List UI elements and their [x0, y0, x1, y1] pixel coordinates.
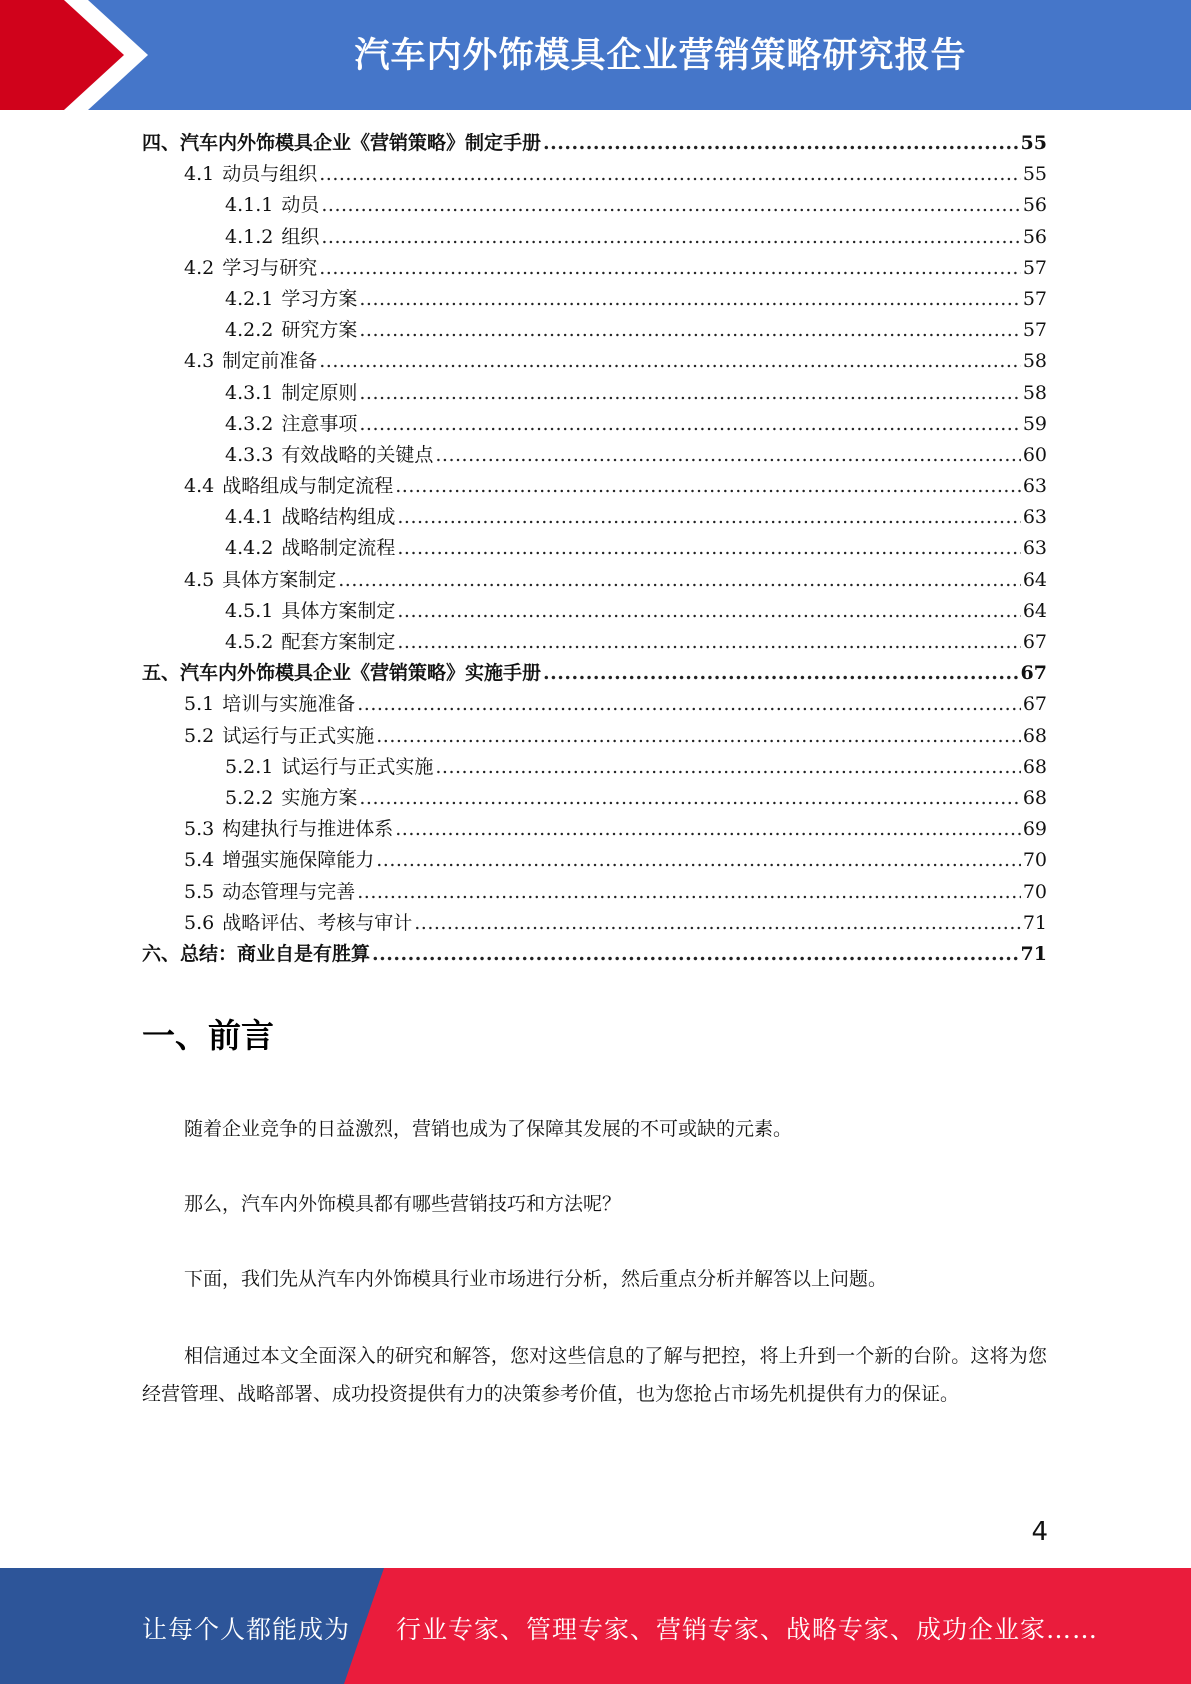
toc-dot-leader	[319, 346, 1021, 377]
toc-entry-title: 试运行与正式实施	[281, 755, 434, 778]
page-footer	[0, 1568, 1191, 1684]
toc-entry-title: 五、汽车内外饰模具企业《营销策略》实施手册	[142, 662, 542, 685]
toc-entry-page: 64	[1022, 599, 1047, 622]
table-of-contents	[142, 128, 1047, 970]
toc-entry-number: 4.5	[184, 568, 215, 591]
toc-dot-leader	[372, 939, 1019, 970]
header-arrow-decoration	[0, 0, 160, 110]
toc-entry[interactable]	[142, 658, 1047, 689]
toc-entry-page: 70	[1022, 880, 1047, 903]
toc-entry-number: 4.2	[184, 256, 215, 279]
toc-dot-leader	[414, 908, 1021, 939]
toc-entry-page: 67	[1022, 631, 1047, 653]
toc-entry-page: 56	[1022, 225, 1047, 248]
toc-entry[interactable]	[142, 908, 1047, 939]
toc-entry-number: 4.3.2	[225, 412, 274, 435]
toc-entry-title: 战略组成与制定流程	[222, 475, 394, 498]
toc-entry-number: 4.5.2	[225, 631, 274, 653]
toc-dot-leader	[435, 440, 1020, 471]
toc-dot-leader	[357, 689, 1021, 720]
toc-entry-title: 动员与组织	[222, 163, 318, 186]
toc-dot-leader	[543, 658, 1019, 689]
toc-dot-leader	[435, 752, 1020, 783]
toc-entry-title: 组织	[281, 225, 320, 248]
toc-dot-leader	[397, 502, 1020, 533]
toc-entry-number: 5.2	[184, 724, 215, 747]
toc-entry-number: 4.3	[184, 350, 215, 373]
toc-entry[interactable]	[142, 409, 1047, 440]
toc-entry-title: 具体方案制定	[222, 568, 337, 591]
intro-paragraph-3: 下面，我们先从汽车内外饰模具行业市场进行分析，然后重点分析并解答以上问题。	[184, 1268, 888, 1290]
intro-paragraph-2: 那么，汽车内外饰模具都有哪些营销技巧和方法呢？	[184, 1193, 622, 1215]
toc-entry-page: 57	[1022, 319, 1047, 342]
toc-entry[interactable]	[142, 689, 1047, 720]
toc-entry-number: 4.4	[184, 475, 215, 498]
toc-entry-page: 68	[1022, 724, 1047, 747]
toc-entry-page: 68	[1022, 755, 1047, 778]
report-title: 汽车内外饰模具企业营销策略研究报告	[354, 36, 967, 76]
toc-entry[interactable]	[142, 315, 1047, 346]
toc-dot-leader	[359, 783, 1020, 814]
toc-entry[interactable]	[142, 440, 1047, 471]
toc-entry-page: 57	[1022, 287, 1047, 310]
toc-entry-title: 学习与研究	[222, 256, 318, 279]
toc-entry-page: 67	[1020, 662, 1047, 685]
toc-entry-title: 培训与实施准备	[222, 693, 356, 716]
intro-paragraph-1: 随着企业竞争的日益激烈，营销也成为了保障其发展的不可或缺的元素。	[184, 1118, 793, 1140]
toc-dot-leader	[357, 877, 1021, 908]
toc-entry-page: 55	[1020, 132, 1047, 154]
toc-entry[interactable]	[142, 284, 1047, 315]
toc-entry-number: 4.2.2	[225, 319, 274, 342]
toc-entry-number: 4.4.1	[225, 506, 274, 529]
toc-entry-page: 57	[1022, 256, 1047, 279]
toc-entry[interactable]	[142, 752, 1047, 783]
toc-entry-page: 56	[1022, 194, 1047, 217]
toc-dot-leader	[397, 627, 1020, 658]
page-header	[0, 0, 1191, 110]
toc-entry-number: 4.1	[184, 163, 215, 186]
toc-entry-number: 4.5.1	[225, 599, 274, 622]
toc-entry-page: 63	[1022, 537, 1047, 560]
toc-entry-number: 4.2.1	[225, 287, 274, 310]
toc-dot-leader	[359, 315, 1020, 346]
toc-dot-leader	[376, 845, 1021, 876]
toc-entry[interactable]	[142, 565, 1047, 596]
section-heading: 一、前言	[142, 1016, 274, 1055]
toc-entry[interactable]	[142, 346, 1047, 377]
toc-entry-number: 4.1.2	[225, 225, 274, 248]
toc-entry-title: 构建执行与推进体系	[222, 818, 394, 841]
toc-entry[interactable]	[142, 378, 1047, 409]
toc-entry-number: 4.1.1	[225, 194, 274, 217]
toc-entry-title: 制定前准备	[222, 350, 318, 373]
toc-entry-title: 研究方案	[281, 319, 358, 342]
toc-entry-page: 67	[1022, 693, 1047, 716]
toc-entry[interactable]	[142, 596, 1047, 627]
toc-entry-page: 71	[1020, 942, 1047, 965]
toc-entry-number: 4.3.1	[225, 381, 274, 404]
toc-dot-leader	[359, 284, 1020, 315]
toc-entry-title: 动态管理与完善	[222, 880, 356, 903]
toc-dot-leader	[397, 533, 1020, 564]
toc-entry-title: 四、汽车内外饰模具企业《营销策略》制定手册	[142, 132, 542, 154]
toc-dot-leader	[543, 128, 1019, 159]
toc-entry-number: 5.5	[184, 880, 215, 903]
toc-entry[interactable]	[142, 721, 1047, 752]
toc-entry-number: 5.2.2	[225, 786, 274, 809]
toc-dot-leader	[397, 596, 1020, 627]
toc-dot-leader	[359, 378, 1020, 409]
toc-entry[interactable]	[142, 845, 1047, 876]
toc-entry-title: 动员	[281, 194, 320, 217]
toc-entry-number: 4.3.3	[225, 443, 274, 466]
toc-entry[interactable]	[142, 253, 1047, 284]
toc-dot-leader	[395, 471, 1021, 502]
toc-entry-title: 注意事项	[281, 412, 358, 435]
page-number: 4	[1031, 1517, 1048, 1547]
toc-entry-page: 59	[1022, 412, 1047, 435]
toc-entry-page: 69	[1022, 818, 1047, 841]
toc-entry-title: 战略评估、考核与审计	[222, 911, 413, 934]
toc-dot-leader	[338, 565, 1021, 596]
toc-entry[interactable]	[142, 471, 1047, 502]
toc-entry[interactable]	[142, 159, 1047, 190]
toc-entry-number: 5.6	[184, 911, 215, 934]
toc-entry[interactable]	[142, 502, 1047, 533]
footer-slogan-left: 让每个人都能成为	[142, 1615, 351, 1644]
toc-entry[interactable]	[142, 128, 1047, 159]
toc-entry-number: 5.1	[184, 693, 215, 716]
intro-paragraph-4: 相信通过本文全面深入的研究和解答，您对这些信息的了解与把控，将上升到一个新的台阶。这将为您经营管理、战略部署、成功投资提供有力的决策参考价值，也为您抢占市场先机提供有力的保证。	[142, 1345, 1047, 1405]
toc-entry-page: 70	[1022, 849, 1047, 872]
toc-dot-leader	[376, 721, 1021, 752]
toc-dot-leader	[395, 814, 1021, 845]
toc-entry[interactable]	[142, 627, 1047, 658]
toc-entry-title: 配套方案制定	[281, 631, 396, 653]
toc-entry-number: 5.2.1	[225, 755, 274, 778]
toc-entry-title: 学习方案	[281, 287, 358, 310]
toc-entry-title: 战略制定流程	[281, 537, 396, 560]
toc-dot-leader	[321, 222, 1020, 253]
toc-entry-page: 60	[1022, 443, 1047, 466]
toc-entry[interactable]	[142, 222, 1047, 253]
toc-entry-number: 4.4.2	[225, 537, 274, 560]
toc-entry-page: 71	[1022, 911, 1047, 934]
toc-entry-title: 制定原则	[281, 381, 358, 404]
toc-entry[interactable]	[142, 814, 1047, 845]
toc-dot-leader	[359, 409, 1020, 440]
toc-entry-page: 58	[1022, 381, 1047, 404]
toc-entry[interactable]	[142, 190, 1047, 221]
toc-entry-title: 战略结构组成	[281, 506, 396, 529]
toc-entry-page: 55	[1022, 163, 1047, 186]
toc-entry[interactable]	[142, 533, 1047, 564]
footer-slogan-right: 行业专家、管理专家、营销专家、战略专家、成功企业家……	[396, 1615, 1099, 1644]
toc-dot-leader	[319, 159, 1021, 190]
toc-entry-page: 63	[1022, 475, 1047, 498]
toc-entry-number: 5.3	[184, 818, 215, 841]
toc-entry-title: 具体方案制定	[281, 599, 396, 622]
toc-entry-title: 试运行与正式实施	[222, 724, 375, 747]
toc-entry[interactable]	[142, 877, 1047, 908]
toc-entry-page: 68	[1022, 786, 1047, 809]
toc-entry-title: 六、总结：商业自是有胜算	[142, 942, 371, 965]
toc-entry[interactable]	[142, 939, 1047, 970]
toc-entry-title: 有效战略的关键点	[281, 443, 434, 466]
toc-dot-leader	[319, 253, 1021, 284]
toc-entry-page: 63	[1022, 506, 1047, 529]
toc-entry[interactable]	[142, 783, 1047, 814]
toc-entry-title: 实施方案	[281, 786, 358, 809]
toc-dot-leader	[321, 190, 1020, 221]
toc-entry-title: 增强实施保障能力	[222, 849, 375, 872]
toc-entry-number: 5.4	[184, 849, 215, 872]
toc-entry-page: 64	[1022, 568, 1047, 591]
toc-entry-page: 58	[1022, 350, 1047, 373]
